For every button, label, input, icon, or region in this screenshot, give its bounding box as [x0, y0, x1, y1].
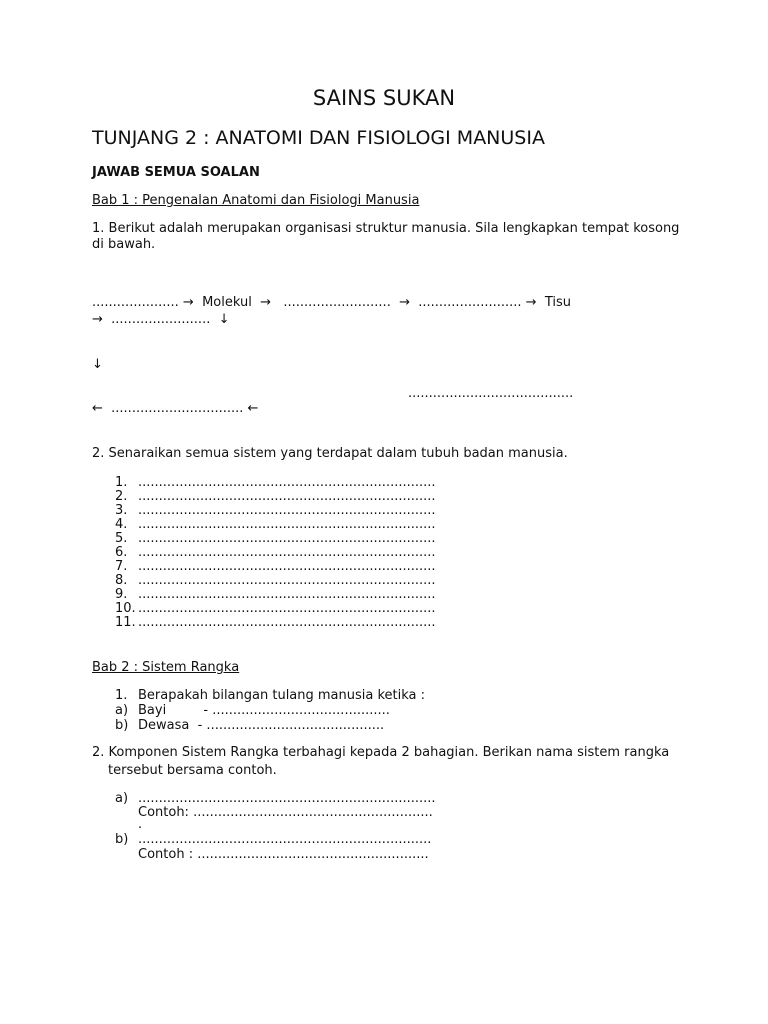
list-item-blank: ........................................................................ [138, 545, 436, 560]
bab2-heading: Bab 2 : Sistem Rangka [92, 660, 240, 675]
bab1-q1-line1: 1. Berikut adalah merupakan organisasi struktur manusia. Sila lengkapkan tempat kosong [92, 221, 680, 236]
list-item-blank: ........................................................................ [138, 503, 436, 518]
list-item-blank: ........................................................................ [138, 615, 436, 630]
bab2-q1-text: Berapakah bilangan tulang manusia ketika : [138, 688, 426, 703]
bab2-q1-num: 1. [115, 688, 128, 703]
ans-a-label: a) [115, 791, 129, 806]
flow-right-blank: ........................................ [408, 386, 574, 401]
list-item-num: 3. [115, 503, 128, 518]
list-item-num: 2. [115, 489, 128, 504]
list-item-num: 8. [115, 573, 128, 588]
list-item-num: 1. [115, 475, 128, 490]
list-item-blank: ........................................................................ [138, 601, 436, 616]
bab1-q2: 2. Senaraikan semua sistem yang terdapat dalam tubuh badan manusia. [92, 446, 568, 461]
list-item-blank: ........................................................................ [138, 587, 436, 602]
ans-b-contoh: Contoh : ........................................................ [138, 847, 429, 862]
bab1-q1-line2: di bawah. [92, 237, 156, 252]
ans-a-blank: ........................................................................ [138, 791, 436, 806]
list-item-num: 7. [115, 559, 128, 574]
bab2-q2-line2: tersebut bersama contoh. [108, 763, 277, 778]
list-item-num: 9. [115, 587, 128, 602]
list-item-blank: ........................................................................ [138, 517, 436, 532]
list-item-num: 5. [115, 531, 128, 546]
bab2-q2-line1: 2. Komponen Sistem Rangka terbahagi kepada 2 bahagian. Berikan nama sistem rangka [92, 745, 670, 760]
bab2-a-label: a) [115, 703, 129, 718]
page-subtitle: TUNJANG 2 : ANATOMI DAN FISIOLOGI MANUSIA [92, 127, 545, 149]
bab2-a-blank: Bayi - ........................................... [138, 703, 390, 718]
ans-b-label: b) [115, 832, 129, 847]
list-item-num: 10. [115, 601, 136, 616]
ans-a-contoh: Contoh: .......................................................... [138, 805, 433, 820]
flow-line-3: ← ................................ ← [92, 401, 259, 416]
list-item-blank: ........................................................................ [138, 531, 436, 546]
ans-b-blank: ....................................................................... [138, 832, 432, 847]
list-item-blank: ........................................................................ [138, 475, 436, 490]
page-title: SAINS SUKAN [312, 86, 456, 110]
list-item-num: 4. [115, 517, 128, 532]
bab1-heading: Bab 1 : Pengenalan Anatomi dan Fisiologi Manusia [92, 193, 420, 208]
list-item-blank: ........................................................................ [138, 573, 436, 588]
bab2-b-blank: Dewasa - ........................................... [138, 718, 385, 733]
flow-line-2: → ........................ ↓ [92, 312, 230, 327]
flow-down-arrow: ↓ [92, 357, 103, 372]
instruction: JAWAB SEMUA SOALAN [92, 165, 260, 180]
flow-line-1: ..................... → Molekul → .......................... → ......................... → Tisu [92, 295, 572, 310]
list-item-blank: ........................................................................ [138, 489, 436, 504]
list-item-blank: ........................................................................ [138, 559, 436, 574]
list-item-num: 6. [115, 545, 128, 560]
bab2-b-label: b) [115, 718, 129, 733]
ans-a-tail: . [138, 817, 143, 832]
list-item-num: 11. [115, 615, 136, 630]
